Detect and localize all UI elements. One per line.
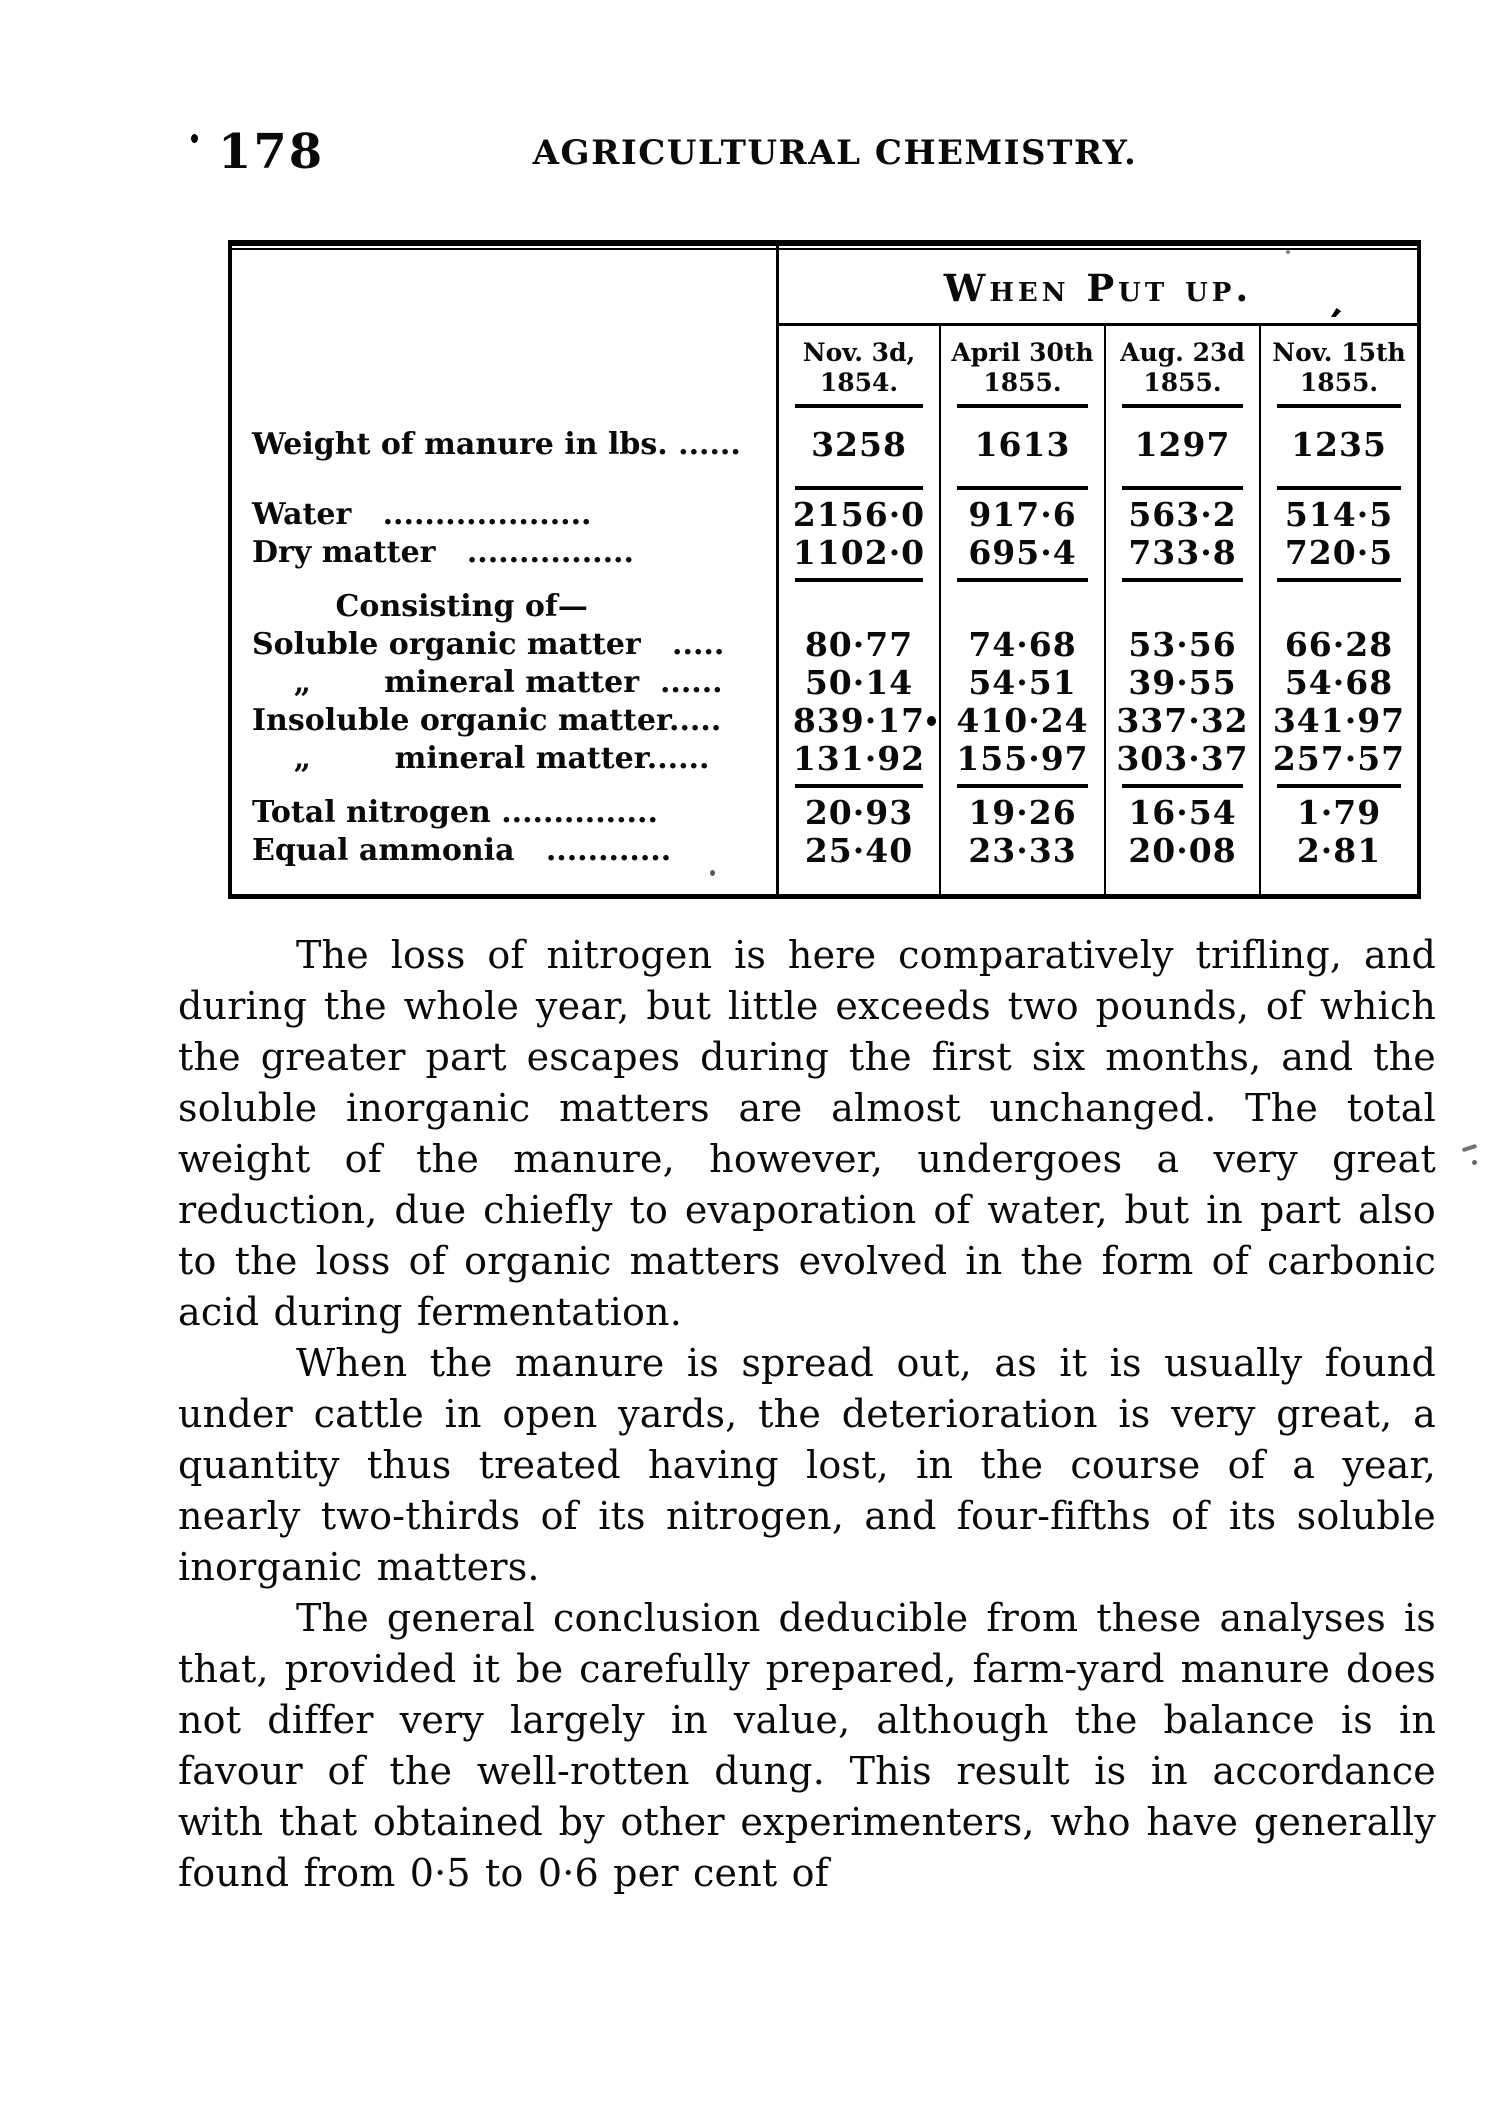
row-label: Consisting of— xyxy=(232,588,779,626)
cell-value: 2·81 xyxy=(1259,832,1417,894)
cell-value: 733·8 xyxy=(1104,534,1259,572)
column-header-nov-3d: Nov. 3d, 1854. xyxy=(802,338,916,397)
stub-spacer xyxy=(232,326,779,398)
page-number: 178 xyxy=(218,124,325,180)
cell-value: 917·6 xyxy=(939,496,1104,534)
row-label: „ mineral matter...... xyxy=(232,740,779,778)
spanner-title: When Put up. xyxy=(943,266,1253,310)
stub-spacer xyxy=(232,398,779,414)
group-rule xyxy=(779,398,939,414)
group-rule xyxy=(1104,398,1259,414)
cell-value: 303·37 xyxy=(1104,740,1259,778)
cell-value: 131·92 xyxy=(792,739,926,778)
ink-speck xyxy=(1462,1144,1478,1152)
stub-spacer xyxy=(232,572,779,588)
cell-empty xyxy=(1259,588,1417,626)
stub-spacer xyxy=(232,246,779,326)
ink-speck xyxy=(1472,1160,1477,1165)
group-rule xyxy=(1259,778,1417,794)
cell-value: 80·77 xyxy=(804,625,914,664)
paragraph-nitrogen-loss: The loss of nitrogen is here comparatively trifling, and during the whole year, but little exceeds two pounds, of which the greater part escapes during the first six months, and the soluble inorganic matters are almost unchanged. The total weight of the manure, however, undergoes a very great reduction, due chiefly to evaporation of water, but in part also to the loss of organic matters evolved in the form of carbonic acid during fermentation. xyxy=(178,933,1436,1334)
cell-empty xyxy=(939,588,1104,626)
group-rule xyxy=(779,480,939,496)
stub-spacer xyxy=(232,480,779,496)
cell-value: 1·79 xyxy=(1259,794,1417,832)
cell-value: 20·08 xyxy=(1104,832,1259,894)
cell-value: 54·68 xyxy=(1259,664,1417,702)
ink-speck xyxy=(927,716,936,726)
column-header-nov-15th: Nov. 15th 1855. xyxy=(1259,326,1417,398)
cell-value: 1102·0 xyxy=(792,533,926,572)
group-rule xyxy=(1259,480,1417,496)
cell-value: 54·51 xyxy=(939,664,1104,702)
group-rule xyxy=(939,572,1104,588)
manure-analysis-table xyxy=(228,240,1421,899)
row-label: Water .................... xyxy=(232,496,779,534)
cell-value: 514·5 xyxy=(1259,496,1417,534)
row-label: Insoluble organic matter..... xyxy=(232,702,779,740)
body-text xyxy=(178,930,1436,1899)
cell-value: 257·57 xyxy=(1259,740,1417,778)
cell-value: 839·17 xyxy=(779,702,939,740)
stub-spacer xyxy=(232,778,779,794)
cell-value: 410·24 xyxy=(939,702,1104,740)
column-header-aug-23d: Aug. 23d 1855. xyxy=(1104,326,1259,398)
cell-value: 20·93 xyxy=(804,793,914,832)
row-label: Dry matter ................ xyxy=(232,534,779,572)
group-rule xyxy=(1259,572,1417,588)
cell-value: 155·97 xyxy=(939,740,1104,778)
ink-speck xyxy=(191,134,198,143)
row-label: Soluble organic matter ..... xyxy=(232,626,779,664)
group-rule xyxy=(939,778,1104,794)
paragraph-conclusion: The general conclusion deducible from these analyses is that, provided it be carefully prepared, farm-yard manure does not differ very largely in value, although the balance is in favour of the well-rotten dung. This result is in accordance with that obtained by other experimenters, who have generally found from 0·5 to 0·6 per cent of xyxy=(178,1596,1436,1895)
paragraph-spread-out: When the manure is spread out, as it is usually found under cattle in open yards, the deterioration is very great, a quantity thus treated having lost, in the course of a year, nearly two-thirds of its nitrogen, and four-fifths of its soluble inorganic matters. xyxy=(178,1341,1436,1589)
cell-value: 50·14 xyxy=(804,663,914,702)
ink-mark-icon xyxy=(1331,308,1341,317)
cell-value: 3258 xyxy=(811,425,907,464)
ink-speck xyxy=(710,870,715,876)
row-label: Total nitrogen ............... xyxy=(232,794,779,832)
cell-value: 23·33 xyxy=(939,832,1104,894)
ink-speck xyxy=(1286,250,1290,254)
cell-value: 25·40 xyxy=(804,831,914,870)
group-rule xyxy=(779,572,939,588)
cell-value: 66·28 xyxy=(1259,626,1417,664)
group-rule xyxy=(939,398,1104,414)
cell-value: 563·2 xyxy=(1104,496,1259,534)
cell-value: 337·32 xyxy=(1104,702,1259,740)
group-rule xyxy=(779,778,939,794)
column-header-april-30th: April 30th 1855. xyxy=(939,326,1104,398)
cell-value: 16·54 xyxy=(1104,794,1259,832)
cell-value: 39·55 xyxy=(1104,664,1259,702)
group-rule xyxy=(1104,778,1259,794)
group-rule xyxy=(1104,480,1259,496)
row-label: Weight of manure in lbs. ...... xyxy=(232,414,779,480)
running-head: AGRICULTURAL CHEMISTRY. xyxy=(532,133,1138,173)
cell-empty xyxy=(1104,588,1259,626)
cell-value: 1613 xyxy=(939,414,1104,480)
cell-value: 2156·0 xyxy=(792,495,926,534)
cell-value: 341·97 xyxy=(1259,702,1417,740)
table-spanner xyxy=(779,246,1417,326)
group-rule xyxy=(1104,572,1259,588)
cell-value: 19·26 xyxy=(939,794,1104,832)
cell-value: 720·5 xyxy=(1259,534,1417,572)
cell-value: 1235 xyxy=(1259,414,1417,480)
group-rule xyxy=(1259,398,1417,414)
row-label: „ mineral matter ...... xyxy=(232,664,779,702)
cell-value: 53·56 xyxy=(1104,626,1259,664)
cell-empty xyxy=(779,588,939,626)
group-rule xyxy=(939,480,1104,496)
cell-value: 74·68 xyxy=(939,626,1104,664)
cell-value: 1297 xyxy=(1104,414,1259,480)
row-label: Equal ammonia ............ xyxy=(232,832,779,894)
cell-value: 695·4 xyxy=(939,534,1104,572)
